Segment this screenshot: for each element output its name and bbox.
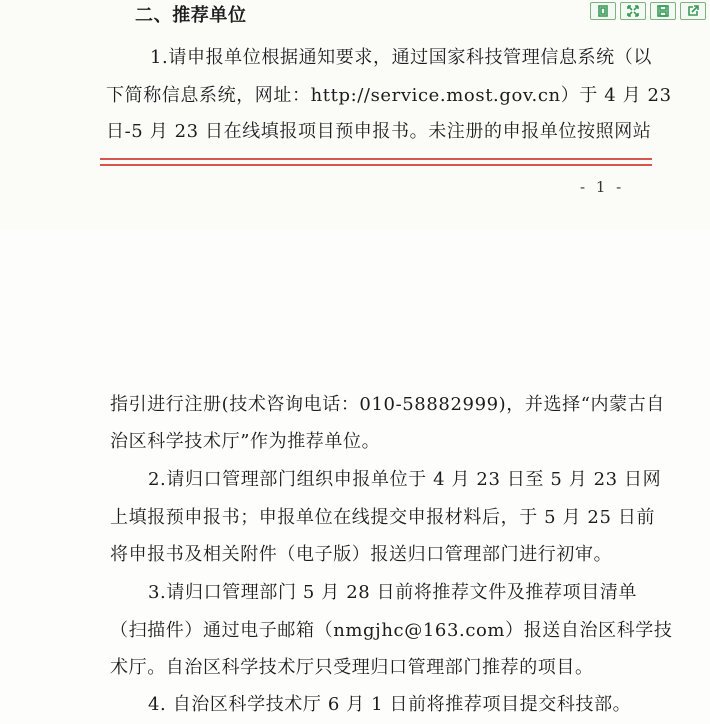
share-icon[interactable]	[680, 2, 706, 20]
page2-line-5: 将申报书及相关附件（电子版）报送归口管理部门进行初审。	[110, 544, 613, 565]
page2-line-9: 4. 自治区科学技术厅 6 月 1 日前将推荐项目提交科技部。	[148, 694, 632, 715]
page2-line-7: （扫描件）通过电子邮箱（nmgjhc@163.com）报送自治区科学技	[110, 620, 673, 641]
viewer-toolbar	[582, 0, 710, 22]
page1-line-2: 下简称信息系统，网址：http://service.most.gov.cn）于 4 月 23	[106, 85, 672, 106]
save-icon[interactable]	[650, 2, 676, 20]
section-heading: 二、推荐单位	[135, 5, 247, 26]
fit-page-icon[interactable]	[590, 2, 616, 20]
page2-line-1: 指引进行注册(技术咨询电话：010-58882999)，并选择“内蒙古自	[110, 394, 665, 415]
page-number: - 1 -	[580, 178, 625, 196]
page2-line-6: 3.请归口管理部门 5 月 28 日前将推荐文件及推荐项目清单	[148, 582, 638, 603]
fullscreen-icon[interactable]	[620, 2, 646, 20]
page2-line-8: 术厅。自治区科学技术厅只受理归口管理部门推荐的项目。	[110, 657, 594, 678]
page1-line-3: 日-5 月 23 日在线填报项目预申报书。未注册的申报单位按照网站	[106, 121, 652, 142]
page1-line-1: 1.请申报单位根据通知要求，通过国家科技管理信息系统（以	[150, 47, 652, 68]
red-divider-top	[100, 158, 652, 160]
red-divider-bottom	[100, 164, 652, 166]
page2-line-2: 治区科学技术厅”作为推荐单位。	[110, 431, 381, 452]
page2-line-4: 上填报预申报书；申报单位在线提交申报材料后，于 5 月 25 日前	[110, 507, 656, 528]
page2-line-3: 2.请归口管理部门组织申报单位于 4 月 23 日至 5 月 23 日网	[148, 469, 662, 490]
